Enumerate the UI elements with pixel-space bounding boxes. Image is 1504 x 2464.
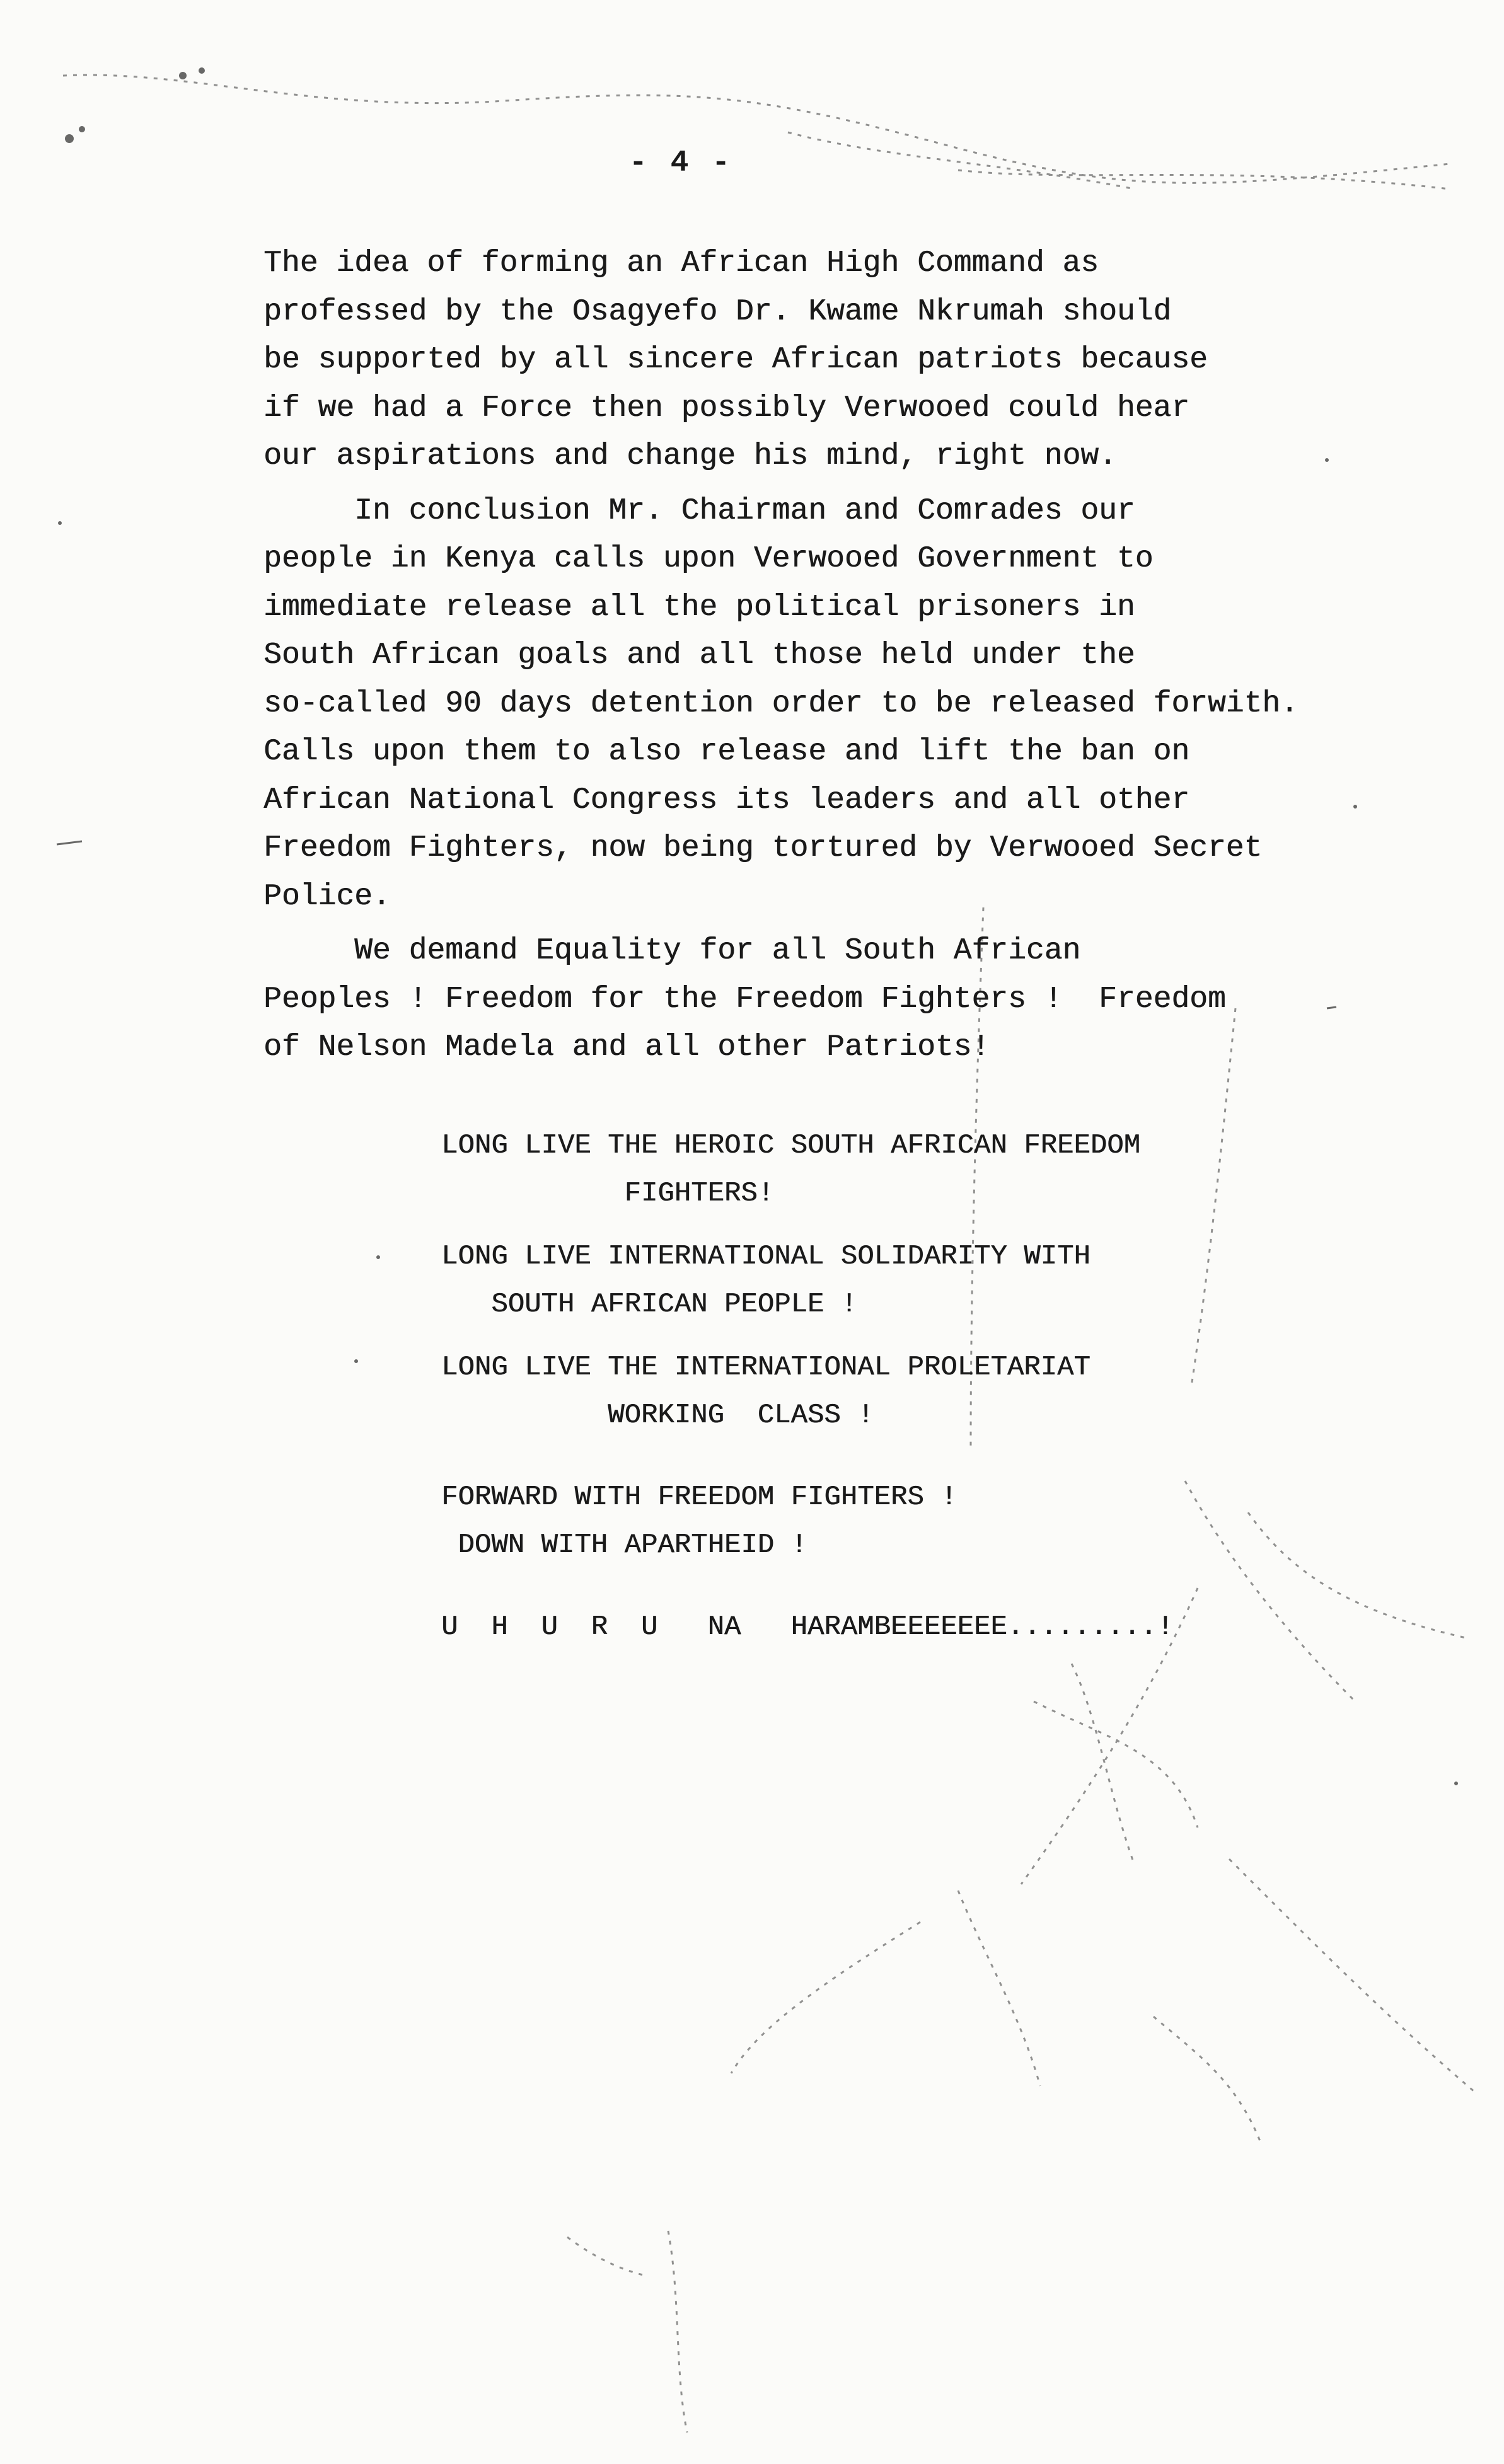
slogan-line: LONG LIVE THE HEROIC SOUTH AFRICAN FREEDOM [441,1130,1140,1161]
text-line: be supported by all sincere African patriots because [263,343,1208,377]
slogan-forward-down-apartheid [441,1473,1374,1569]
slogan-heroic-freedom-fighters [441,1122,1374,1218]
text-line: Freedom Fighters, now being tortured by Verwooed Secret [263,831,1263,865]
text-line: professed by the Osagyefo Dr. Kwame Nkrumah should [263,294,1172,329]
slogan-line: FIGHTERS! [441,1178,775,1209]
text-line: so-called 90 days detention order to be released forwith. [263,686,1299,721]
slogans-block [441,1122,1374,1651]
text-line: The idea of forming an African High Command as [263,246,1099,280]
slogan-proletariat [441,1344,1374,1439]
slogan-line: DOWN WITH APARTHEID ! [441,1529,807,1561]
text-line: Police. [263,879,391,914]
slogan-line: SOUTH AFRICAN PEOPLE ! [441,1289,858,1320]
text-line: of Nelson Madela and all other Patriots! [263,1030,990,1064]
text-line: Peoples ! Freedom for the Freedom Fighters ! Freedom [263,982,1226,1016]
paragraph-conclusion [263,487,1373,921]
text-line: immediate release all the political prisoners in [263,590,1135,625]
page-number: - 4 - [628,146,733,180]
text-line: In conclusion Mr. Chairman and Comrades our [263,493,1135,528]
slogan-line: U H U R U NA HARAMBEEEEEEE.........! [441,1611,1174,1643]
slogan-line: LONG LIVE THE INTERNATIONAL PROLETARIAT [441,1352,1090,1383]
text-line: Calls upon them to also release and lift the ban on [263,735,1190,769]
slogan-line: WORKING CLASS ! [441,1400,874,1431]
paragraph-demand-equality [263,927,1373,1072]
text-line: African National Congress its leaders and all other [263,783,1190,817]
slogan-line: FORWARD WITH FREEDOM FIGHTERS ! [441,1482,957,1513]
slogan-line: LONG LIVE INTERNATIONAL SOLIDARITY WITH [441,1241,1090,1272]
body-text [263,239,1373,1072]
slogan-international-solidarity [441,1233,1374,1328]
text-line: people in Kenya calls upon Verwooed Government to [263,542,1154,576]
text-line: We demand Equality for all South African [263,934,1081,968]
slogan-uhuru-na-harambee [441,1603,1374,1651]
text-line: our aspirations and change his mind, right now. [263,439,1117,473]
text-line: if we had a Force then possibly Verwooed could hear [263,391,1190,425]
paragraph-african-high-command [263,239,1373,481]
text-line: South African goals and all those held under the [263,638,1135,672]
